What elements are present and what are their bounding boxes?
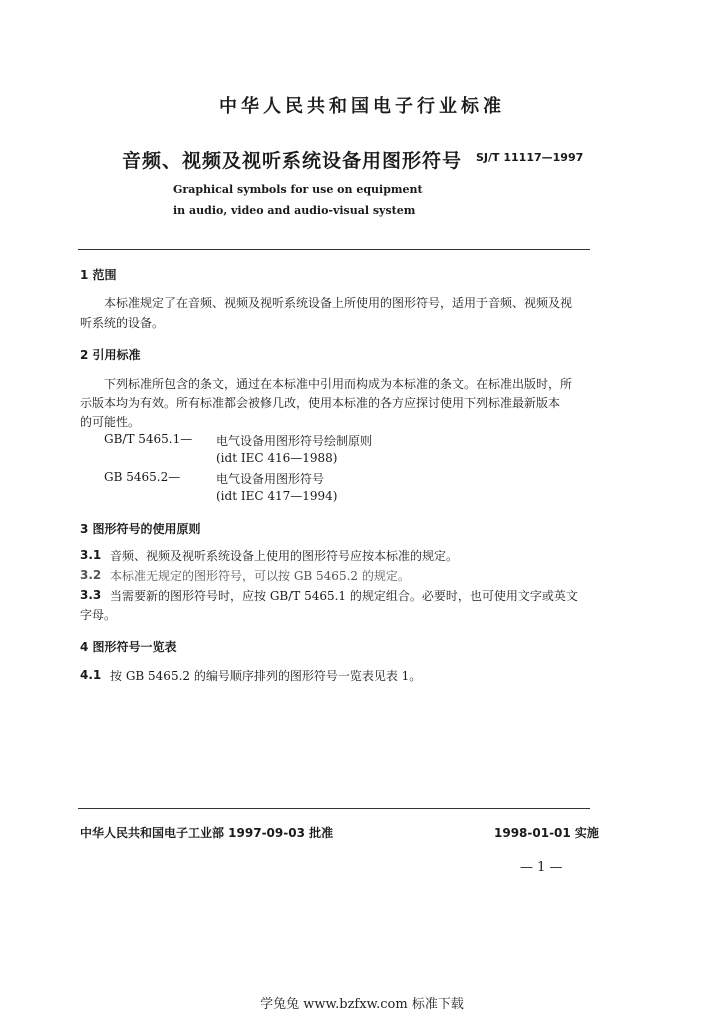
issuing-authority-title: 中华人民共和国电子行业标准 bbox=[219, 96, 505, 117]
section-1-paragraph-line1: 本标准规定了在音频、视频及视听系统设备上所使用的图形符号，适用于音频、视频及视 bbox=[104, 296, 573, 310]
section-1-paragraph-line2: 听系统的设备。 bbox=[80, 316, 165, 330]
reference-idt: (idt IEC 417—1994) bbox=[216, 489, 338, 503]
section-2-paragraph-line1: 下列标准所包含的条文，通过在本标准中引用而构成为本标准的条文。在标准出版时，所 bbox=[104, 377, 573, 391]
clause-3-2-text: 本标准无规定的图形符号，可以按 GB 5465.2 的规定。 bbox=[110, 569, 410, 583]
section-2-heading: 2 引用标准 bbox=[80, 348, 141, 362]
clause-3-3-text-line2: 字母。 bbox=[80, 608, 117, 622]
site-watermark: 学兔兔 www.bzfxw.com 标准下载 bbox=[260, 997, 464, 1012]
clause-4-1-number: 4.1 bbox=[80, 668, 102, 682]
clause-3-3-number: 3.3 bbox=[80, 588, 102, 602]
clause-3-2-number: 3.2 bbox=[80, 568, 102, 582]
section-3-heading: 3 图形符号的使用原则 bbox=[80, 522, 201, 536]
footer-divider bbox=[78, 808, 590, 809]
document-title-cn: 音频、视频及视听系统设备用图形符号 bbox=[122, 150, 463, 172]
reference-idt: (idt IEC 416—1988) bbox=[216, 451, 338, 465]
clause-4-1-text: 按 GB 5465.2 的编号顺序排列的图形符号一览表见表 1。 bbox=[110, 669, 422, 683]
section-2-paragraph-line2: 示版本均为有效。所有标准都会被修几改，使用本标准的各方应探讨使用下列标准最新版本 bbox=[80, 396, 561, 410]
clause-3-1-number: 3.1 bbox=[80, 548, 102, 562]
approval-date: 中华人民共和国电子工业部 1997-09-03 批准 bbox=[80, 826, 334, 840]
page-number: — 1 — bbox=[520, 860, 563, 875]
reference-code: GB/T 5465.1— bbox=[104, 432, 193, 446]
reference-code: GB 5465.2— bbox=[104, 470, 181, 484]
clause-3-3-text-line1: 当需要新的图形符号时，应按 GB/T 5465.1 的规定组合。必要时，也可使用文字或英文 bbox=[110, 589, 578, 603]
document-title-en-line2: in audio, video and audio-visual system bbox=[173, 204, 416, 217]
effective-date: 1998-01-01 实施 bbox=[494, 826, 599, 840]
section-2-paragraph-line3: 的可能性。 bbox=[80, 415, 141, 429]
clause-3-1-text: 音频、视频及视听系统设备上使用的图形符号应按本标准的规定。 bbox=[110, 549, 459, 563]
section-1-heading: 1 范围 bbox=[80, 268, 117, 282]
section-4-heading: 4 图形符号一览表 bbox=[80, 640, 177, 654]
header-divider bbox=[78, 249, 590, 250]
standard-code: SJ/T 11117—1997 bbox=[476, 151, 584, 164]
reference-title: 电气设备用图形符号 bbox=[216, 472, 325, 486]
reference-title: 电气设备用图形符号绘制原则 bbox=[216, 434, 373, 448]
document-title-en-line1: Graphical symbols for use on equipment bbox=[173, 183, 423, 196]
